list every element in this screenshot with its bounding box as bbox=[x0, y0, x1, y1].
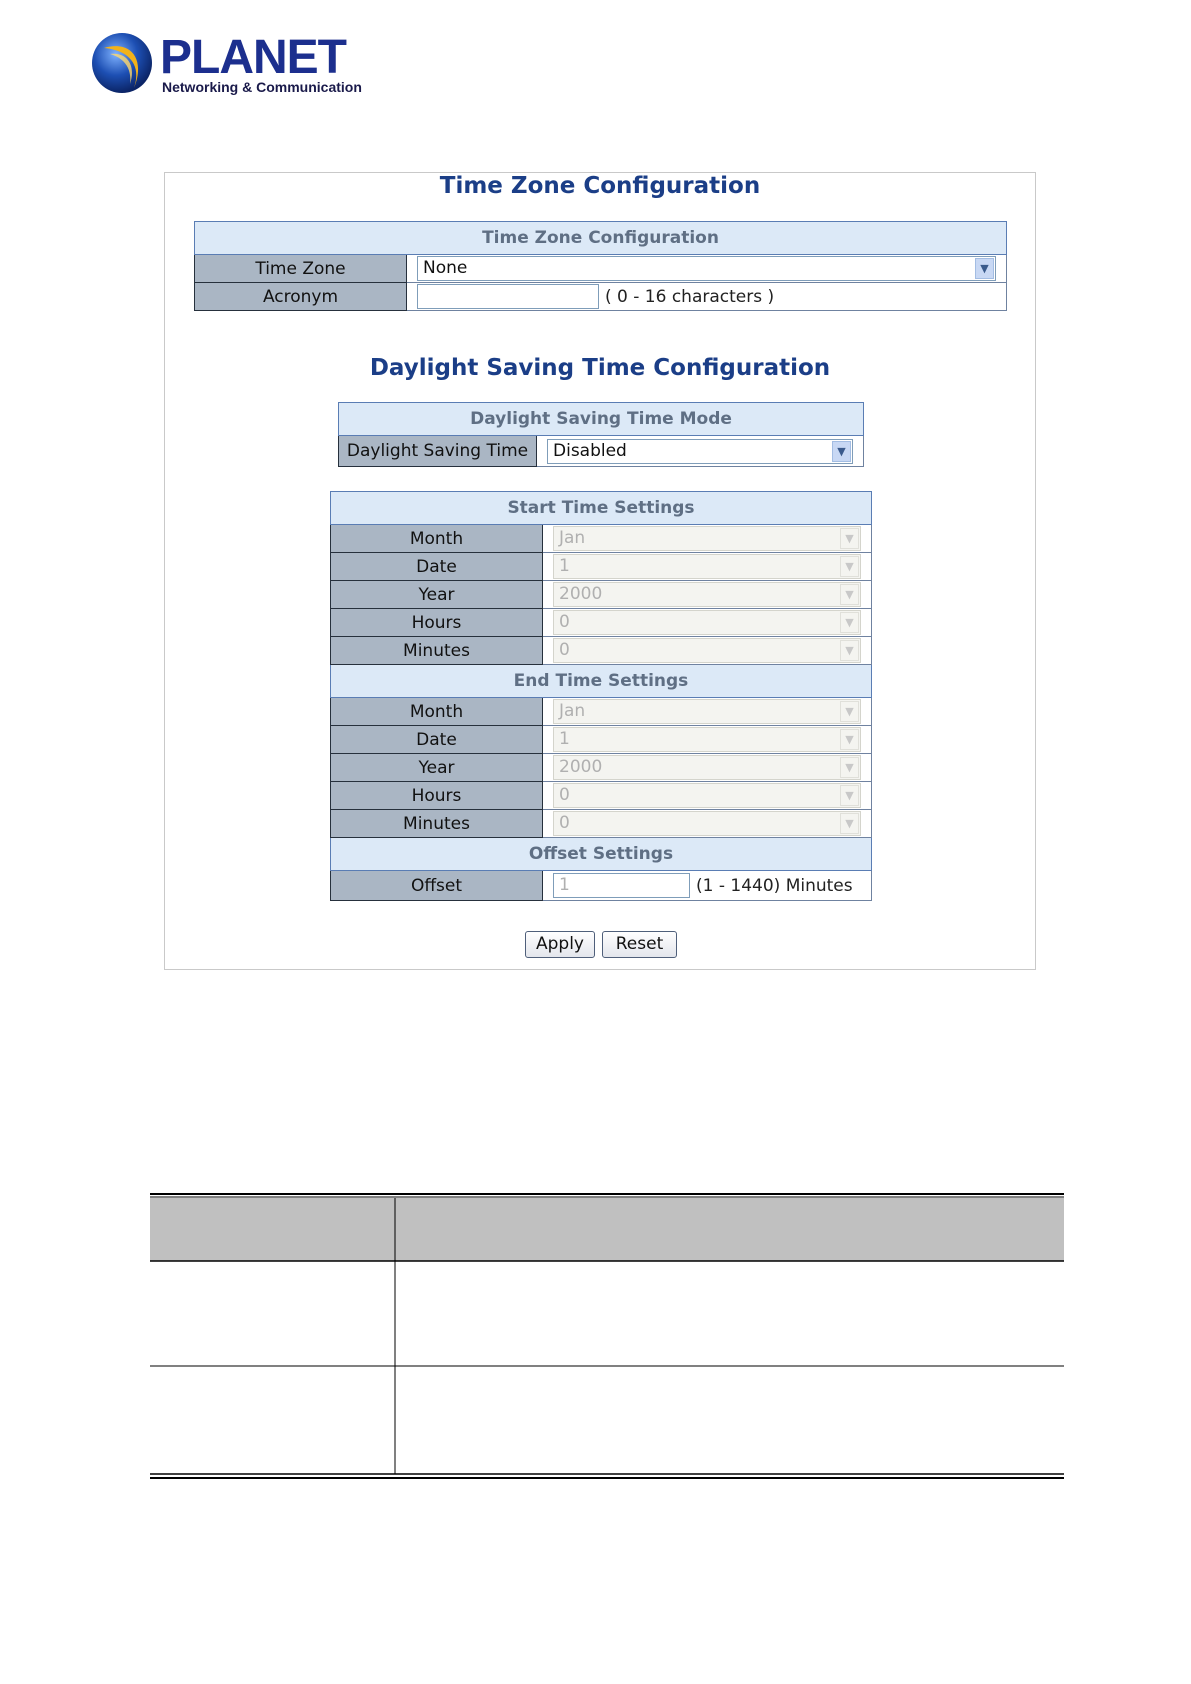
dst-mode-table bbox=[338, 402, 864, 467]
offset-input: 1 bbox=[553, 873, 690, 898]
start-minutes-select bbox=[553, 638, 861, 663]
start-month-value: Jan bbox=[559, 528, 586, 548]
start-date-select bbox=[553, 554, 861, 579]
offset-note: (1 - 1440) Minutes bbox=[696, 875, 853, 896]
dst-select[interactable] bbox=[547, 439, 853, 464]
start-hours-value: 0 bbox=[559, 612, 570, 632]
chevron-down-icon: ▼ bbox=[840, 556, 859, 577]
time-zone-table-header: Time Zone Configuration bbox=[195, 222, 1007, 255]
end-hours-label: Hours bbox=[331, 782, 543, 810]
time-zone-select[interactable] bbox=[417, 256, 996, 281]
chevron-down-icon: ▼ bbox=[840, 640, 859, 661]
end-year-label: Year bbox=[331, 754, 543, 782]
daylight-title: Daylight Saving Time Configuration bbox=[369, 355, 831, 381]
brand-tagline: Networking & Communication bbox=[162, 79, 362, 95]
config-panel bbox=[164, 172, 1036, 970]
start-time-header: Start Time Settings bbox=[331, 492, 872, 525]
start-year-value: 2000 bbox=[559, 584, 603, 604]
end-hours-value: 0 bbox=[559, 785, 570, 805]
start-date-value: 1 bbox=[559, 556, 570, 576]
time-zone-title: Time Zone Configuration bbox=[439, 173, 761, 199]
start-month-label: Month bbox=[331, 525, 543, 553]
start-minutes-value: 0 bbox=[559, 640, 570, 660]
time-zone-value: None bbox=[423, 258, 468, 278]
end-month-select bbox=[553, 699, 861, 724]
chevron-down-icon: ▼ bbox=[840, 785, 859, 806]
end-date-label: Date bbox=[331, 726, 543, 754]
end-year-select bbox=[553, 755, 861, 780]
globe-icon bbox=[90, 30, 156, 96]
chevron-down-icon: ▼ bbox=[840, 729, 859, 750]
start-year-select bbox=[553, 582, 861, 607]
planet-logo bbox=[90, 30, 362, 100]
acronym-note: ( 0 - 16 characters ) bbox=[605, 286, 775, 307]
start-year-label: Year bbox=[331, 581, 543, 609]
end-month-value: Jan bbox=[559, 701, 586, 721]
dst-mode-header: Daylight Saving Time Mode bbox=[339, 403, 864, 436]
chevron-down-icon: ▼ bbox=[840, 612, 859, 633]
chevron-down-icon: ▼ bbox=[840, 757, 859, 778]
end-date-value: 1 bbox=[559, 729, 570, 749]
chevron-down-icon: ▼ bbox=[840, 528, 859, 549]
brand-name: PLANET bbox=[160, 31, 346, 84]
chevron-down-icon: ▼ bbox=[840, 584, 859, 605]
acronym-input[interactable] bbox=[417, 284, 599, 309]
chevron-down-icon[interactable]: ▼ bbox=[832, 441, 851, 462]
start-hours-label: Hours bbox=[331, 609, 543, 637]
acronym-cell bbox=[407, 283, 1007, 311]
start-minutes-label: Minutes bbox=[331, 637, 543, 665]
chevron-down-icon: ▼ bbox=[840, 701, 859, 722]
acronym-label: Acronym bbox=[195, 283, 407, 311]
end-date-select bbox=[553, 727, 861, 752]
end-minutes-value: 0 bbox=[559, 813, 570, 833]
reset-button[interactable]: Reset bbox=[602, 931, 677, 958]
start-hours-select bbox=[553, 610, 861, 635]
dst-label: Daylight Saving Time bbox=[339, 436, 537, 467]
offset-header: Offset Settings bbox=[331, 838, 872, 871]
time-zone-label: Time Zone bbox=[195, 255, 407, 283]
start-month-select bbox=[553, 526, 861, 551]
end-minutes-select bbox=[553, 811, 861, 836]
table-header-row bbox=[150, 1198, 1064, 1261]
time-zone-table bbox=[194, 221, 1007, 311]
end-hours-select bbox=[553, 783, 861, 808]
offset-label: Offset bbox=[331, 871, 543, 901]
start-date-label: Date bbox=[331, 553, 543, 581]
description-table bbox=[150, 1193, 1064, 1483]
end-time-header: End Time Settings bbox=[331, 665, 872, 698]
chevron-down-icon: ▼ bbox=[840, 813, 859, 834]
end-year-value: 2000 bbox=[559, 757, 603, 777]
end-minutes-label: Minutes bbox=[331, 810, 543, 838]
end-month-label: Month bbox=[331, 698, 543, 726]
chevron-down-icon[interactable]: ▼ bbox=[975, 258, 994, 279]
dst-cell bbox=[537, 436, 864, 467]
time-zone-cell bbox=[407, 255, 1007, 283]
dst-settings-table bbox=[330, 491, 872, 901]
dst-value: Disabled bbox=[553, 440, 627, 461]
apply-button[interactable]: Apply bbox=[525, 931, 595, 958]
